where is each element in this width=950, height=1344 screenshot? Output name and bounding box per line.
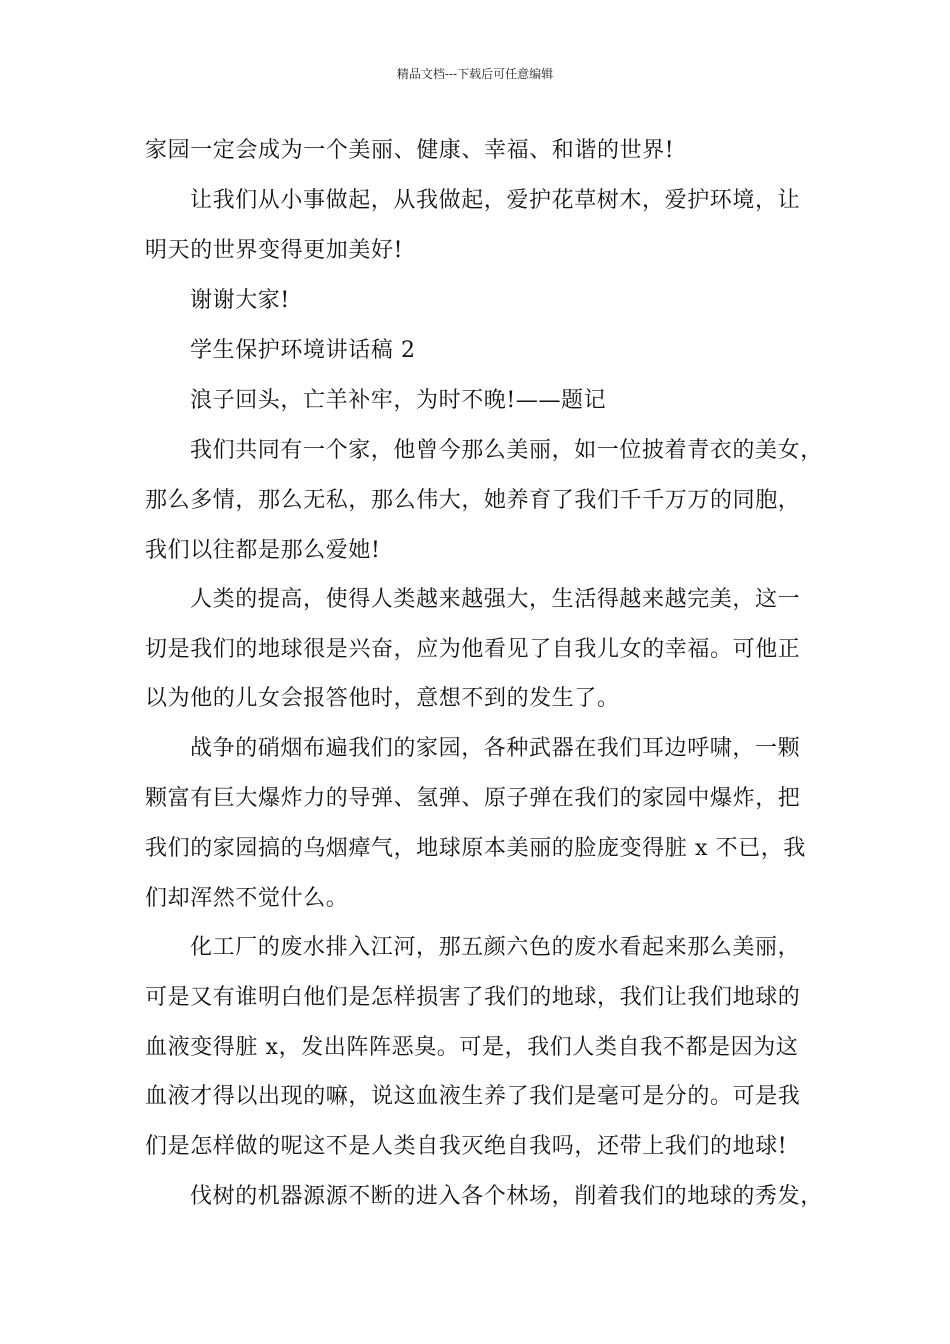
- text-line: 让我们从小事做起，从我做起，爱护花草树木，爱护环境，让: [190, 188, 801, 213]
- text-line: 那么多情，那么无私，那么伟大，她养育了我们千千万万的同胞，: [145, 488, 801, 513]
- text-line: 以为他的儿女会报答他时，意想不到的发生了。: [145, 686, 620, 711]
- text-line: 颗富有巨大爆炸力的导弹、氢弹、原子弹在我们的家园中爆炸，把: [145, 786, 801, 811]
- text-line: 们是怎样做的呢这不是人类自我灭绝自我吗，还带上我们的地球!: [145, 1134, 788, 1159]
- text-line: 我们以往都是那么爱她!: [145, 538, 381, 563]
- text-line: 战争的硝烟布遍我们的家园，各种武器在我们耳边呼啸，一颗: [190, 736, 801, 761]
- text-line: 人类的提高，使得人类越来越强大，生活得越来越完美，这一: [190, 587, 801, 612]
- page-header: 精品文档---下载后可任意编辑: [396, 67, 554, 81]
- text-line: 我们共同有一个家，他曾今那么美丽，如一位披着青衣的美女，: [190, 438, 823, 463]
- text-line: 谢谢大家!: [190, 288, 290, 313]
- text-line: 血液变得脏 x，发出阵阵恶臭。可是，我们人类自我不都是因为这: [145, 1035, 799, 1060]
- text-line: 我们的家园搞的乌烟瘴气，地球原本美丽的脸庞变得脏 x 不已，我: [145, 836, 806, 861]
- text-line: 伐树的机器源源不断的进入各个林场，削着我们的地球的秀发，: [190, 1184, 823, 1209]
- text-line: 可是又有谁明白他们是怎样损害了我们的地球，我们让我们地球的: [145, 985, 801, 1010]
- text-line: 浪子回头，亡羊补牢，为时不晚!——题记: [190, 388, 607, 413]
- text-line: 们却浑然不觉什么。: [145, 886, 349, 911]
- text-line: 化工厂的废水排入江河，那五颜六色的废水看起来那么美丽，: [190, 935, 801, 960]
- text-line: 家园一定会成为一个美丽、健康、幸福、和谐的世界!: [145, 138, 675, 163]
- section-title: 学生保护环境讲话稿 2: [190, 338, 416, 363]
- text-line: 明天的世界变得更加美好!: [145, 238, 404, 263]
- text-line: 切是我们的地球很是兴奋，应为他看见了自我儿女的幸福。可他正: [145, 637, 801, 662]
- text-line: 血液才得以出现的嘛，说这血液生养了我们是毫可是分的。可是我: [145, 1084, 801, 1109]
